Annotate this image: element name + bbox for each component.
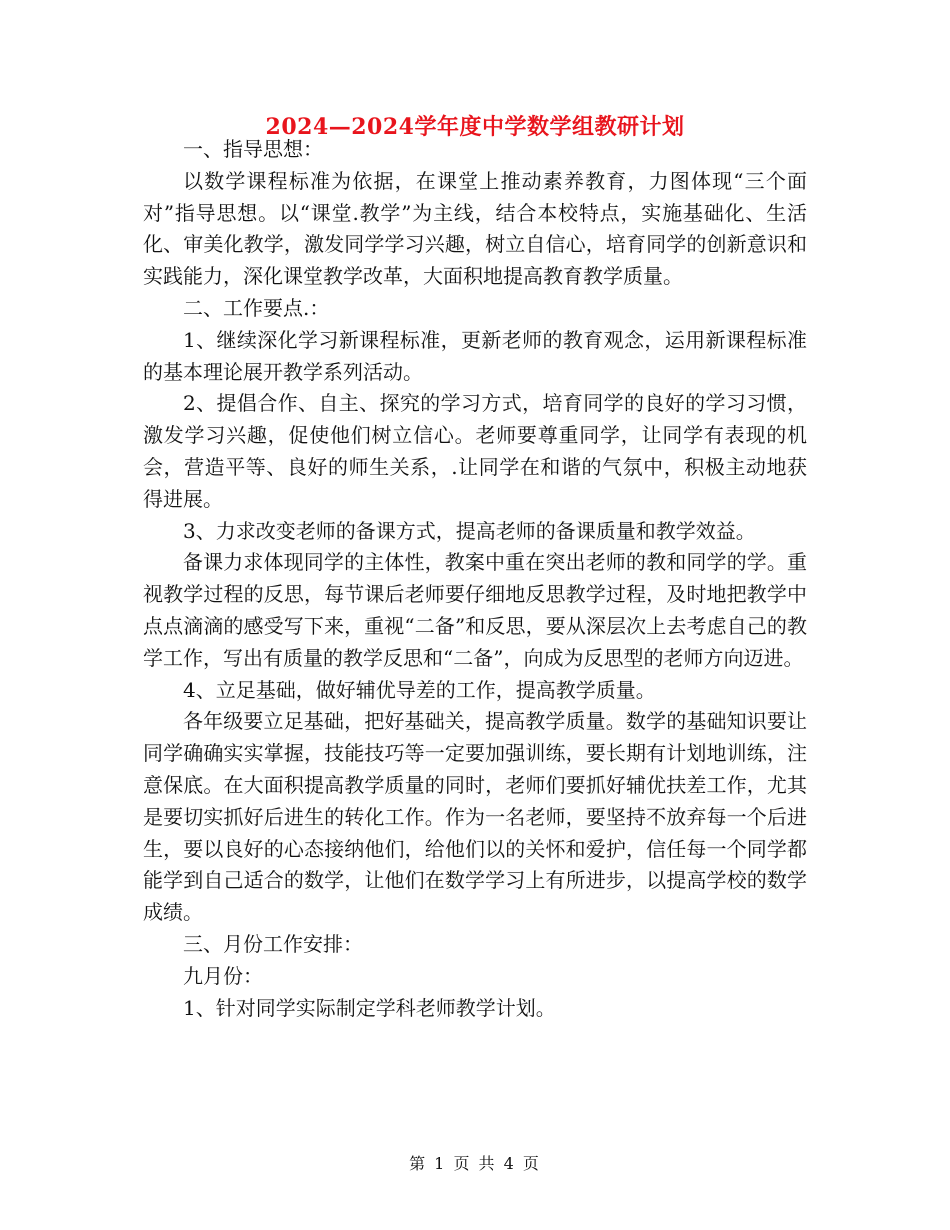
document-title: 2024—2024学年度中学数学组教研计划 <box>265 114 685 140</box>
paragraph-point-4: 4、立足基础，做好辅优导差的工作，提高教学质量。 <box>183 677 656 702</box>
paragraph-guiding-ideology: 以数学课程标准为依据，在课堂上推动素养教育，力图体现“三个面对”指导思想。以“课堂.教学”为主线，结合本校特点，实施基础化、生活化、审美化教学，激发同学学习兴趣，树立自信心，培育同学的创新意识和实践能力，深化课堂教学改革，大面积地提高教育教学质量。 <box>143 168 807 289</box>
paragraph-point-3: 3、力求改变老师的备课方式，提高老师的备课质量和教学效益。 <box>183 518 756 543</box>
section-heading-work-points: 二、工作要点.： <box>183 295 330 320</box>
paragraph-september: 九月份： <box>183 963 263 988</box>
paragraph-september-item-1: 1、针对同学实际制定学科老师教学计划。 <box>183 995 556 1020</box>
paragraph-point-3-detail: 备课力求体现同学的主体性，教案中重在突出老师的教和同学的学。重视教学过程的反思，每节课后老师要仔细地反思教学过程，及时地把教学中点点滴滴的感受写下来，重视“二备”和反思，要从深层次上去考虑自己的教学工作，写出有质量的教学反思和“二备”，向成为反思型的老师方向迈进。 <box>143 550 807 670</box>
paragraph-point-2: 2、提倡合作、自主、探究的学习方式，培育同学的良好的学习习惯，激发学习兴趣，促使他们树立信心。老师要尊重同学，让同学有表现的机会，营造平等、良好的师生关系，.让同学在和谐的气氛中，积极主动地获得进展。 <box>143 391 807 511</box>
document-body <box>143 134 807 1024</box>
paragraph-point-4-detail: 各年级要立足基础，把好基础关，提高教学质量。数学的基础知识要让同学确确实实掌握，技能技巧等一定要加强训练，要长期有计划地训练，注意保底。在大面积提高教学质量的同时，老师们要抓好辅优扶差工作，尤其是要切实抓好后进生的转化工作。作为一名老师，要坚持不放弃每一个后进生，要以良好的心态接纳他们，给他们以的关怀和爱护，信任每一个同学都能学到自己适合的数学，让他们在数学学习上有所进步，以提高学校的数学成绩。 <box>143 709 807 925</box>
paragraph-point-1: 1、继续深化学习新课程标准，更新老师的教育观念，运用新课程标准的基本理论展开教学系列活动。 <box>143 327 807 384</box>
page-number-footer: 第 1 页 共 4 页 <box>409 1154 541 1173</box>
section-heading-monthly-plan: 三、月份工作安排： <box>183 931 363 956</box>
section-heading-guiding-ideology: 一、指导思想： <box>183 137 323 161</box>
